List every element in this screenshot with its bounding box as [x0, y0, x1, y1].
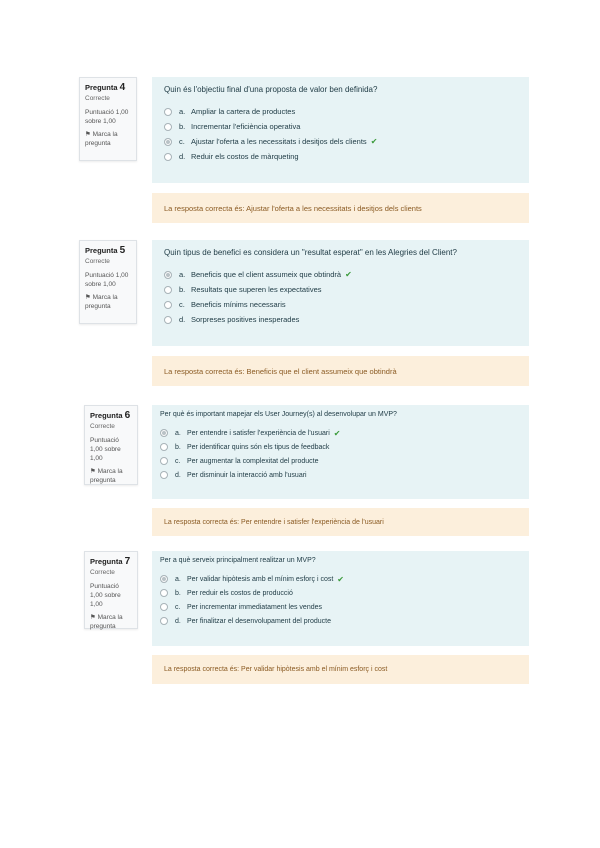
flag-icon: ⚑: [85, 131, 91, 138]
answer-option[interactable]: a. Per validar hipòtesis amb el mínim esforç i cost ✔: [160, 572, 521, 586]
question-score: Puntuació 1,00 sobre 1,00: [90, 437, 121, 462]
radio-button[interactable]: [160, 429, 168, 437]
radio-button[interactable]: [164, 138, 172, 146]
radio-button[interactable]: [164, 316, 172, 324]
answer-option[interactable]: c. Per augmentar la complexitat del producte: [160, 454, 521, 468]
answer-option[interactable]: b. Per identificar quins són els tipus de feedback: [160, 440, 521, 454]
radio-button[interactable]: [164, 108, 172, 116]
flag-question-link[interactable]: ⚑ Marca la pregunta: [90, 468, 123, 484]
question-text: Per a què serveix principalment realitzar un MVP?: [160, 557, 316, 564]
question-state: Correcte: [90, 423, 115, 430]
flag-icon: ⚑: [90, 614, 96, 621]
radio-button[interactable]: [160, 589, 168, 597]
answer-option[interactable]: a. Per entendre i satisfer l'experiència de l'usuari ✔: [160, 426, 521, 440]
question-score: Puntuació 1,00 sobre 1,00: [85, 109, 129, 125]
question-score: Puntuació 1,00 sobre 1,00: [85, 272, 129, 288]
question-state: Correcte: [85, 258, 110, 265]
check-icon: ✔: [345, 270, 352, 279]
question-text: Quin tipus de benefici es considera un "resultat esperat" en les Alegries del Client?: [164, 248, 457, 257]
answer-option[interactable]: c. Ajustar l'oferta a les necessitats i desitjos dels clients ✔: [164, 134, 517, 149]
radio-button[interactable]: [164, 271, 172, 279]
answer-option[interactable]: b. Resultats que superen les expectatives: [164, 282, 517, 297]
answer-option[interactable]: b. Per reduir els costos de producció: [160, 586, 521, 600]
radio-button[interactable]: [164, 301, 172, 309]
flag-question-link[interactable]: ⚑ Marca la pregunta: [85, 131, 118, 147]
answer-option[interactable]: c. Beneficis mínims necessaris: [164, 297, 517, 312]
question-title: Pregunta 7: [90, 556, 131, 567]
answer-option[interactable]: a. Beneficis que el client assumeix que obtindrà ✔: [164, 267, 517, 282]
question-title: Pregunta 4: [85, 82, 126, 93]
correct-answer-feedback: La resposta correcta és: Beneficis que el client assumeix que obtindrà: [152, 356, 529, 386]
check-icon: ✔: [333, 428, 341, 438]
correct-answer-feedback: La resposta correcta és: Ajustar l'oferta a les necessitats i desitjos dels clients: [152, 193, 529, 223]
question-content: [152, 405, 529, 499]
check-icon: ✔: [337, 574, 344, 584]
question-content: [152, 240, 529, 346]
correct-answer-feedback: La resposta correcta és: Per validar hipòtesis amb el mínim esforç i cost: [152, 655, 529, 684]
question-state: Correcte: [90, 569, 115, 576]
radio-button[interactable]: [160, 617, 168, 625]
question-content: [152, 77, 529, 183]
question-text: Quin és l'objectiu final d'una proposta de valor ben definida?: [164, 85, 378, 94]
question-state: Correcte: [85, 95, 110, 102]
question-info: [84, 405, 138, 485]
answer-option[interactable]: d. Per finalitzar el desenvolupament del producte: [160, 614, 521, 628]
radio-button[interactable]: [164, 153, 172, 161]
radio-button[interactable]: [160, 575, 168, 583]
radio-button[interactable]: [164, 123, 172, 131]
question-info: [84, 551, 138, 629]
radio-button[interactable]: [160, 457, 168, 465]
flag-icon: ⚑: [85, 294, 91, 301]
answer-option[interactable]: d. Sorpreses positives inesperades: [164, 312, 517, 327]
radio-button[interactable]: [160, 471, 168, 479]
question-text: Per què és important mapejar els User Journey(s) al desenvolupar un MVP?: [160, 411, 397, 418]
question-info: [79, 240, 137, 324]
question-score: Puntuació 1,00 sobre 1,00: [90, 583, 121, 608]
answer-option[interactable]: d. Reduir els costos de màrqueting: [164, 149, 517, 164]
answer-option[interactable]: a. Ampliar la cartera de productes: [164, 104, 517, 119]
question-title: Pregunta 5: [85, 245, 126, 256]
answer-option[interactable]: b. Incrementar l'eficiència operativa: [164, 119, 517, 134]
radio-button[interactable]: [160, 443, 168, 451]
radio-button[interactable]: [164, 286, 172, 294]
correct-answer-feedback: La resposta correcta és: Per entendre i satisfer l'experiència de l'usuari: [152, 508, 529, 536]
radio-button[interactable]: [160, 603, 168, 611]
flag-icon: ⚑: [90, 468, 96, 475]
answer-option[interactable]: d. Per disminuir la interacció amb l'usuari: [160, 468, 521, 482]
question-content: [152, 551, 529, 646]
answer-option[interactable]: c. Per incrementar immediatament les vendes: [160, 600, 521, 614]
flag-question-link[interactable]: ⚑ Marca la pregunta: [85, 294, 118, 310]
flag-question-link[interactable]: ⚑ Marca la pregunta: [90, 614, 123, 630]
question-info: [79, 77, 137, 161]
question-title: Pregunta 6: [90, 410, 131, 421]
check-icon: ✔: [370, 137, 378, 146]
